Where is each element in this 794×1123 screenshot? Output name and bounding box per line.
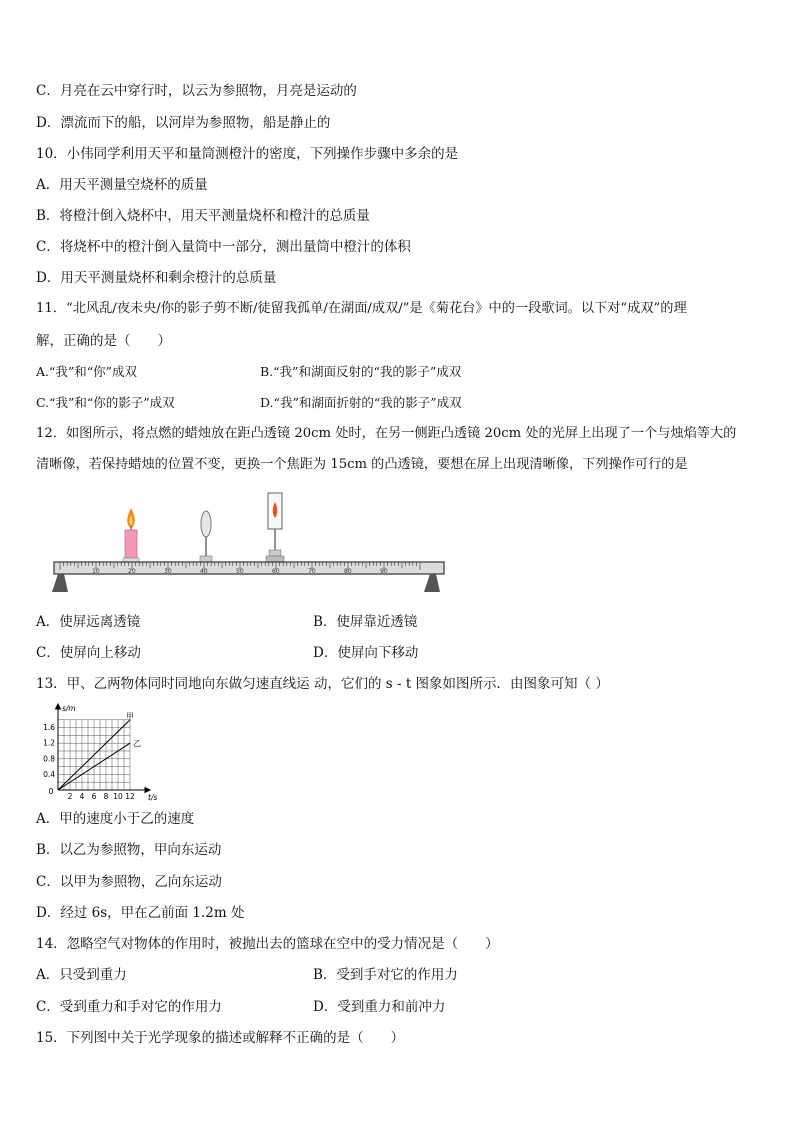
light-screen-icon [266,493,284,562]
q15-stem: 15．下列图中关于光学现象的描述或解释不正确的是（ ） [36,1030,405,1046]
q10-option-b: B．将橙汁倒入烧杯中，用天平测量烧杯和橙汁的总质量 [36,208,370,224]
ruler-label: 10 [92,568,100,575]
q13-option-b: B．以乙为参照物，甲向东运动 [36,842,222,858]
q14-option-a: A．只受到重力 [36,967,127,983]
x-tick-label: 10 [113,792,123,801]
x-axis-arrow-icon [145,788,150,793]
y-tick-label: 0.4 [43,769,55,779]
q12-option-d: D．使屏向下移动 [313,645,419,661]
y-tick-label: 0.8 [43,754,55,764]
ruler-label: 30 [164,568,172,575]
series-label-jia: 甲 [126,711,134,721]
q14-option-d: D．受到重力和前冲力 [313,999,446,1015]
x-tick-label: 8 [103,792,109,801]
optical-bench-figure [50,488,450,598]
q11-option-c: C.“我”和“你的影子”成双 [36,395,175,410]
ruler-label: 70 [308,568,316,575]
q11-option-d: D.“我”和湖面折射的“我的影子”成双 [260,395,462,410]
q12-stem-line2: 清晰像，若保持蜡烛的位置不变，更换一个焦距为 15cm 的凸透镜，要想在屏上出现清晰像，下列操作可行的是 [36,457,688,472]
q11-option-a: A.“我”和“你”成双 [36,364,138,379]
ruler-label: 90 [380,568,388,575]
x-tick-label: 6 [91,792,97,801]
q12-option-b: B．使屏靠近透镜 [313,614,418,630]
q9-option-d: D．漂流而下的船，以河岸为参照物，船是静止的 [36,115,331,131]
x-axis-label: t/s [148,793,158,802]
candle-icon [123,508,139,562]
q13-option-a: A．甲的速度小于乙的速度 [36,811,195,827]
ruler-label: 40 [200,568,208,575]
q10-option-c: C．将烧杯中的橙汁倒入量筒中一部分，测出量筒中橙汁的体积 [36,239,411,255]
y-axis-label: s/m [62,704,76,713]
q12-option-a: A．使屏远离透镜 [36,614,141,630]
q14-stem: 14．忽略空气对物体的作用时，被抛出去的篮球在空中的受力情况是（ ） [36,936,499,952]
q13-option-d: D．经过 6s，甲在乙前面 1.2m 处 [36,905,245,921]
x-tick-label: 2 [67,792,73,801]
y-axis-arrow-icon [56,704,61,709]
q11-stem-line1: 11．“北风乱/夜未央/你的影子剪不断/徒留我孤单/在湖面/成双/”是《菊花台》中的一段歌词。以下对“成双”的理 [36,301,687,316]
q14-option-c: C．受到重力和手对它的作用力 [36,999,222,1015]
q11-stem-line2: 解，正确的是（ ） [36,333,171,349]
y-tick-label: 1.6 [43,723,55,733]
q10-option-a: A．用天平测量空烧杯的质量 [36,177,208,193]
q12-option-c: C．使屏向上移动 [36,645,141,661]
q13-stem: 13．甲、乙两物体同时同地向东做匀速直线运 动，它们的 s - t 图象如图所示．由图象可知（ ） [36,676,609,692]
q10-stem: 10．小伟同学利用天平和量筒测橙汁的密度，下列操作步骤中多余的是 [36,146,459,162]
x-tick-label: 12 [125,792,135,801]
y-tick-label: 1.2 [43,738,55,748]
s-t-graph [36,702,166,802]
origin-label: 0 [48,787,54,796]
q11-option-b: B.“我”和湖面反射的“我的影子”成双 [260,364,462,379]
x-tick-label: 4 [79,792,85,801]
ruler-label: 20 [128,568,136,575]
q10-option-d: D．用天平测量烧杯和剩余橙汁的总质量 [36,270,277,286]
ruler-label: 60 [272,568,280,575]
ruler-label: 80 [344,568,352,575]
series-label-yi: 乙 [133,739,141,749]
convex-lens-icon [200,511,212,562]
q14-option-b: B．受到手对它的作用力 [313,967,458,983]
q9-option-c: C．月亮在云中穿行时，以云为参照物，月亮是运动的 [36,83,357,99]
q13-option-c: C．以甲为参照物，乙向东运动 [36,874,222,890]
ruler-label: 50 [236,568,244,575]
q12-stem-line1: 12．如图所示，将点燃的蜡烛放在距凸透镜 20cm 处时，在另一侧距凸透镜 20cm 处的光屏上出现了一个与烛焰等大的 [36,426,737,441]
